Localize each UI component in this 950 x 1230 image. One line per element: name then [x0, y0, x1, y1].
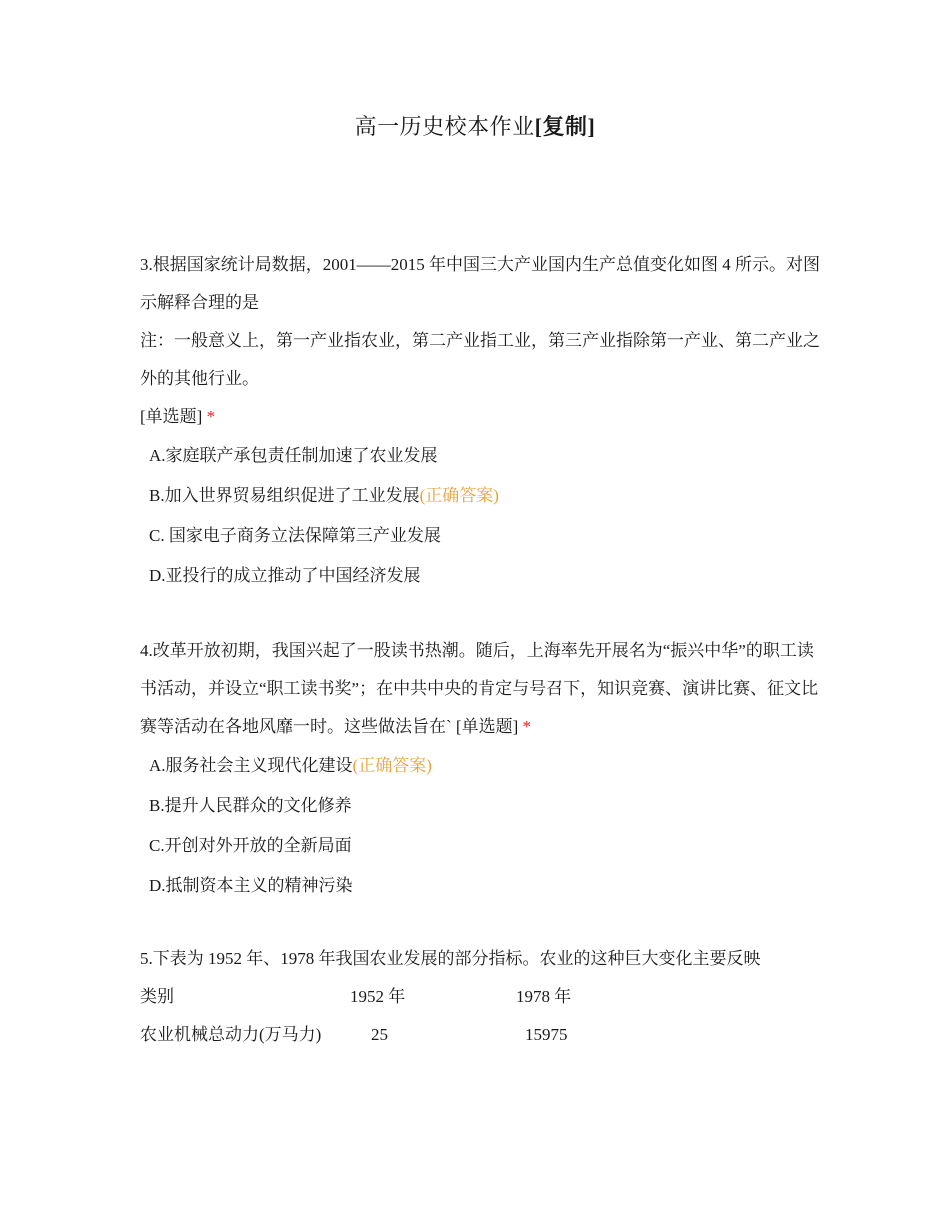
question-4-stem [140, 632, 820, 746]
option-a[interactable] [149, 746, 820, 786]
spacer [140, 596, 820, 632]
question-5 [140, 940, 820, 1054]
table-cell: 农业机械总动力(万马力) [140, 1025, 322, 1044]
option-a[interactable] [149, 436, 820, 476]
option-text: C. 国家电子商务立法保障第三产业发展 [149, 526, 441, 545]
question-3-stem: 3.根据国家统计局数据，2001——2015 年中国三大产业国内生产总值变化如图 4 所示。对图示解释合理的是 [140, 255, 820, 312]
question-3-options [140, 436, 820, 596]
option-b[interactable] [149, 786, 820, 826]
option-text: A.家庭联产承包责任制加速了农业发展 [149, 446, 438, 465]
title-text: 高一历史校本作业 [354, 114, 535, 139]
correct-answer-tag: (正确答案) [419, 486, 499, 505]
option-text: A.服务社会主义现代化建设 [149, 756, 353, 775]
option-text: B.加入世界贸易组织促进了工业发展 [149, 486, 420, 505]
table-row [140, 1016, 820, 1054]
question-4-stem-text: 4.改革开放初期，我国兴起了一股读书热潮。随后，上海率先开展名为“振兴中华”的职工读书活动，并设立“职工读书奖”；在中共中央的肯定与号召下，知识竞赛、演讲比赛、征文比赛等活动在各地风靡一时。这些做法旨在` [140, 641, 819, 736]
option-text: C.开创对外开放的全新局面 [149, 836, 352, 855]
question-5-stem: 5.下表为 1952 年、1978 年我国农业发展的部分指标。农业的这种巨大变化主要反映 [140, 949, 761, 968]
option-text: B.提升人民群众的文化修养 [149, 796, 352, 815]
question-type-label: [单选题] [455, 717, 519, 736]
question-3 [140, 246, 820, 596]
question-list [140, 246, 820, 1054]
page-title [0, 110, 950, 141]
option-b[interactable] [149, 476, 820, 516]
question-type-label: [单选题] [140, 407, 203, 426]
option-text: D.亚投行的成立推动了中国经济发展 [149, 566, 421, 585]
spacer [140, 906, 820, 940]
question-3-type [140, 398, 820, 436]
option-d[interactable] [149, 866, 820, 906]
option-c[interactable] [149, 516, 820, 556]
question-4 [140, 632, 820, 906]
table-header-cell: 类别 [140, 987, 174, 1006]
question-4-options [140, 746, 820, 906]
question-3-note: 注：一般意义上，第一产业指农业，第二产业指工业，第三产业指除第一产业、第二产业之外的其他行业。 [140, 331, 820, 388]
table-cell: 15975 [525, 1025, 568, 1044]
option-d[interactable] [149, 556, 820, 596]
table-cell: 25 [371, 1025, 388, 1044]
required-mark: * [522, 717, 531, 736]
table-header-cell: 1952 年 [350, 987, 406, 1006]
required-mark: * [206, 407, 216, 426]
option-text: D.抵制资本主义的精神污染 [149, 876, 353, 895]
title-suffix: [复制] [534, 114, 596, 139]
table-header-cell: 1978 年 [516, 987, 572, 1006]
option-c[interactable] [149, 826, 820, 866]
correct-answer-tag: (正确答案) [352, 756, 432, 775]
table-header-row [140, 978, 820, 1016]
